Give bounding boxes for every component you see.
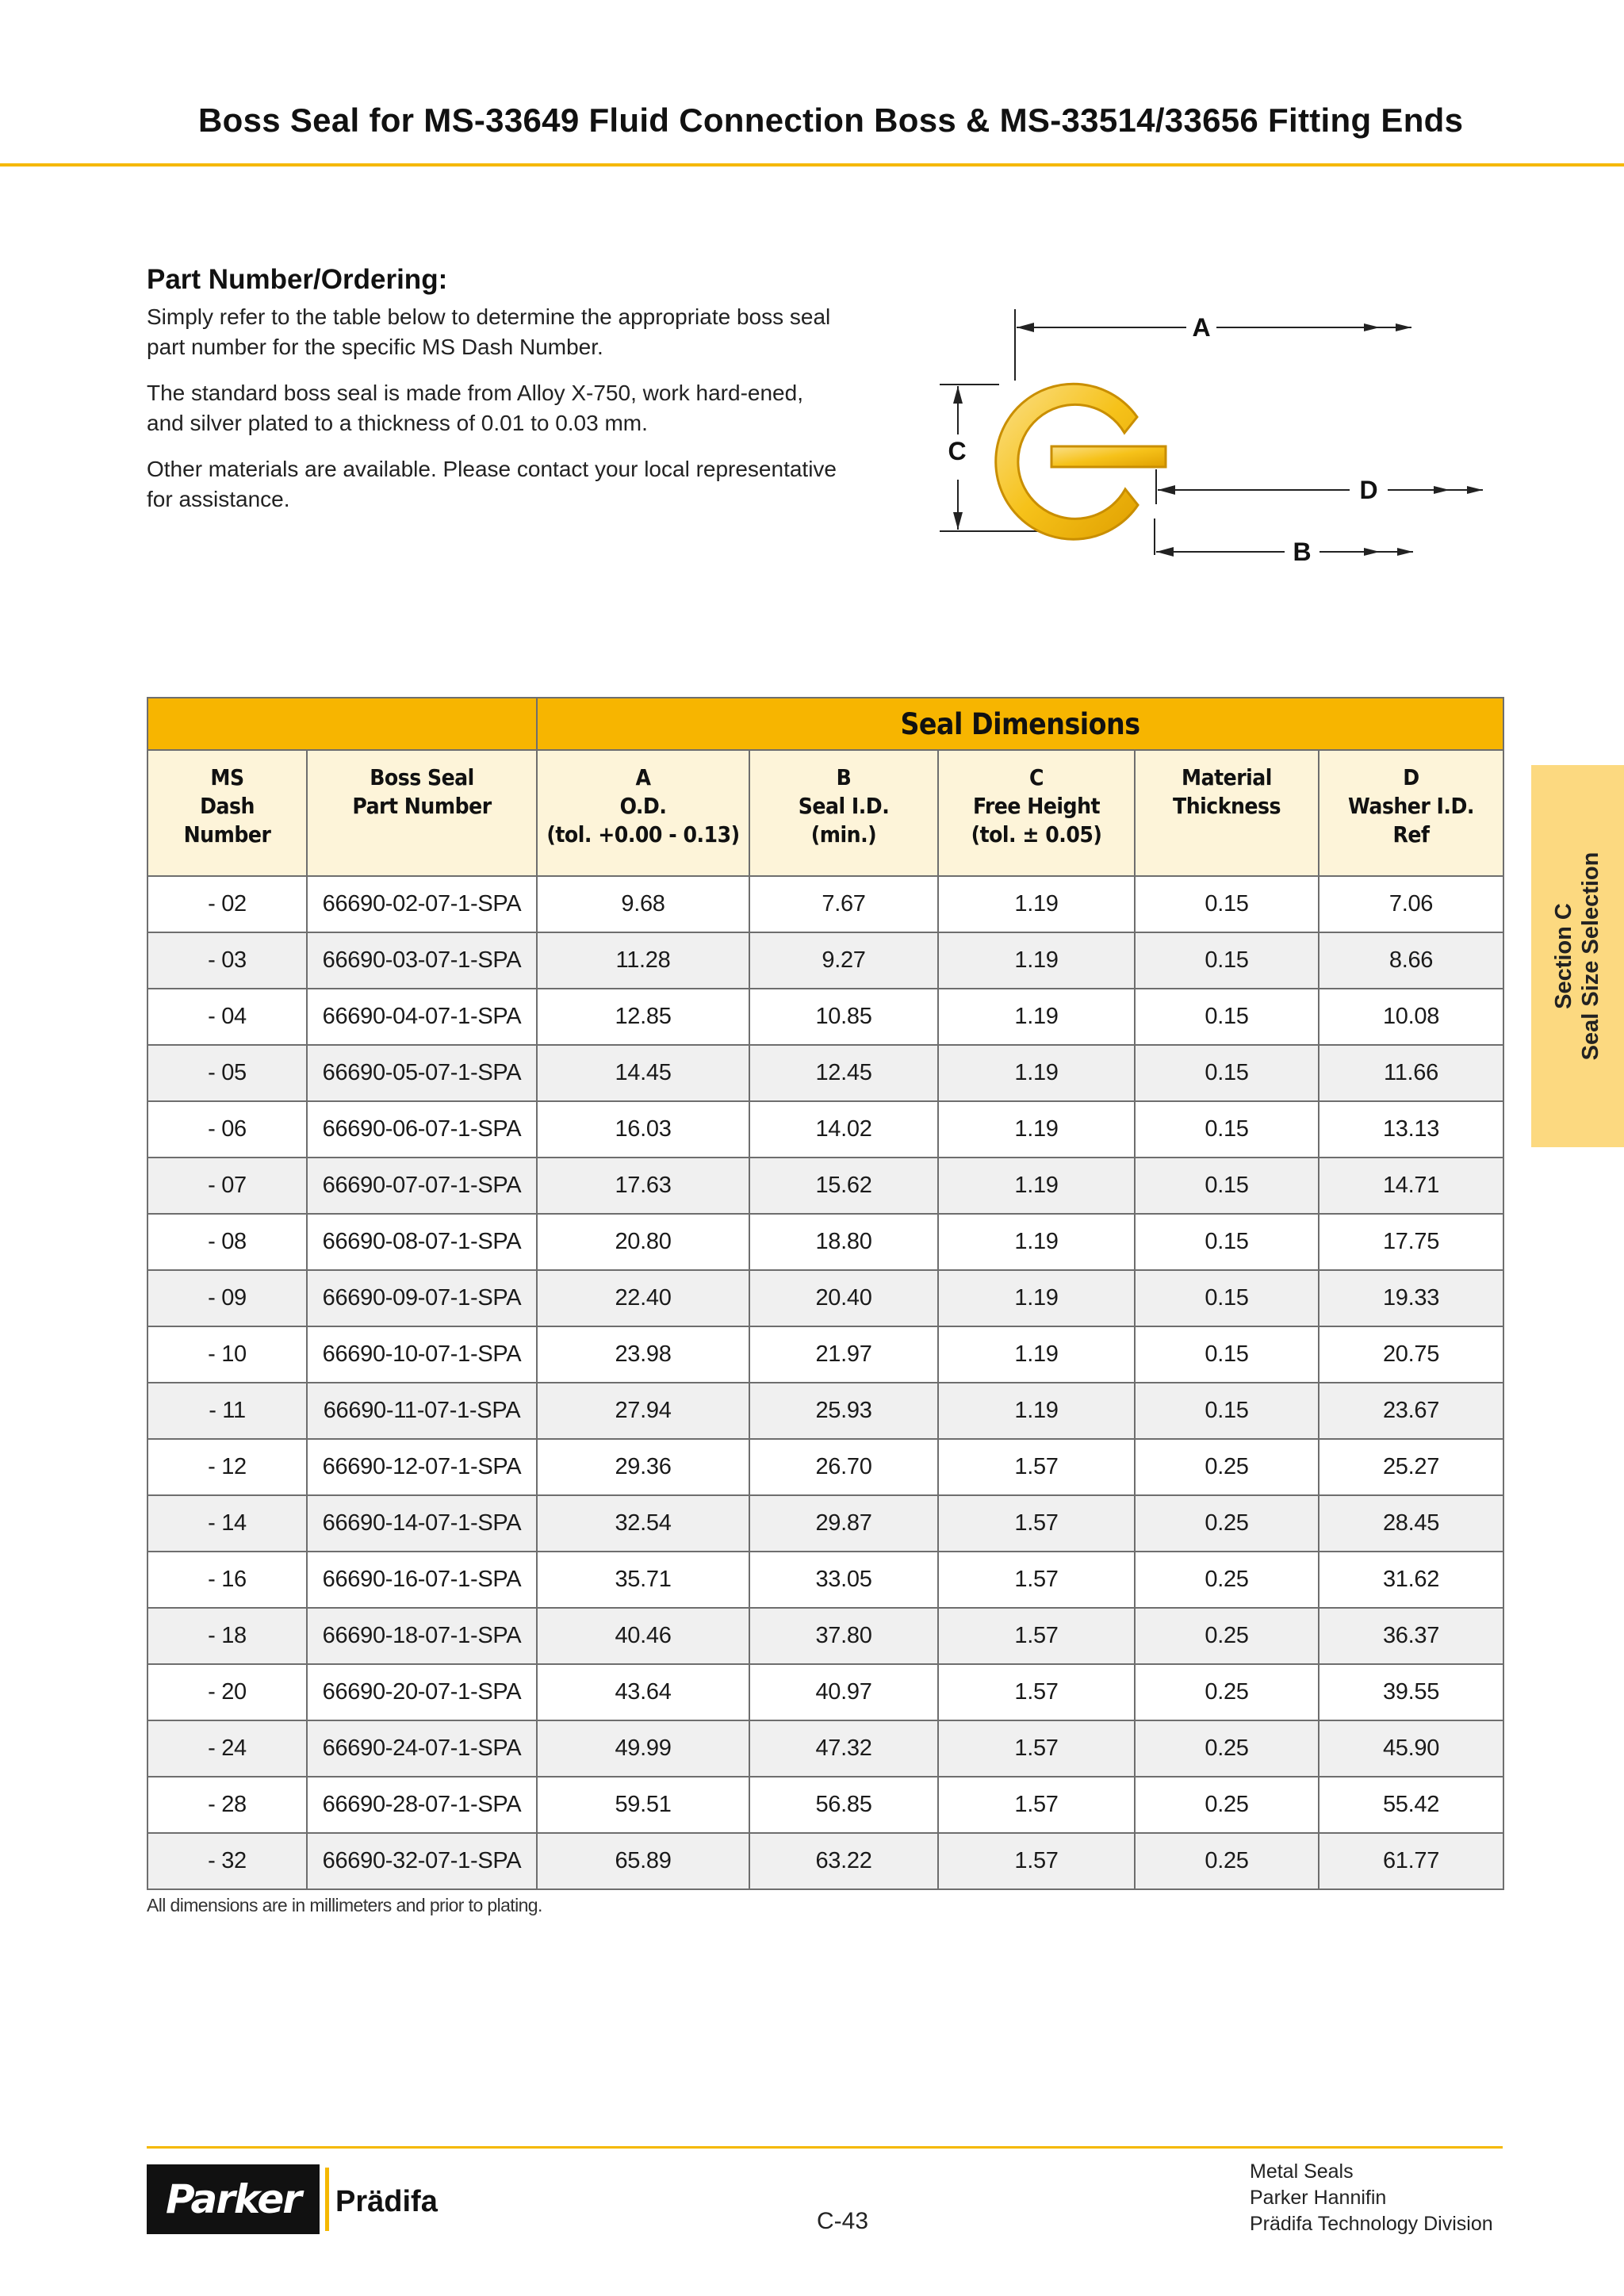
table-cell: 0.15 xyxy=(1135,1214,1319,1270)
table-cell: 23.98 xyxy=(537,1326,749,1383)
table-cell: 55.42 xyxy=(1319,1777,1503,1833)
division-line-3: Prädifa Technology Division xyxy=(1250,2213,1493,2235)
table-cell: - 06 xyxy=(147,1101,307,1158)
table-cell: 31.62 xyxy=(1319,1552,1503,1608)
table-cell: 1.19 xyxy=(938,1214,1135,1270)
table-cell: - 10 xyxy=(147,1326,307,1383)
table-cell: 66690-08-07-1-SPA xyxy=(307,1214,537,1270)
table-cell: - 11 xyxy=(147,1383,307,1439)
table-cell: 1.57 xyxy=(938,1495,1135,1552)
washer-icon xyxy=(1051,446,1166,467)
table-cell: 66690-20-07-1-SPA xyxy=(307,1664,537,1720)
table-row xyxy=(147,1720,1503,1777)
table-row xyxy=(147,1045,1503,1101)
table-cell: 29.87 xyxy=(749,1495,938,1552)
column-header-line: C xyxy=(1029,764,1044,790)
column-header-line: (tol. ± 0.05) xyxy=(971,821,1102,848)
table-row xyxy=(147,1608,1503,1664)
column-header-line: Thickness xyxy=(1173,793,1281,819)
ordering-section xyxy=(147,264,845,530)
table-cell: 21.97 xyxy=(749,1326,938,1383)
table-cell: 39.55 xyxy=(1319,1664,1503,1720)
table-cell: 40.46 xyxy=(537,1608,749,1664)
table-cell: - 28 xyxy=(147,1777,307,1833)
table-cell: 66690-10-07-1-SPA xyxy=(307,1326,537,1383)
table-cell: 0.25 xyxy=(1135,1664,1319,1720)
table-cell: 66690-04-07-1-SPA xyxy=(307,989,537,1045)
table-cell: 0.15 xyxy=(1135,1326,1319,1383)
table-cell: 0.25 xyxy=(1135,1495,1319,1552)
table-cell: 49.99 xyxy=(537,1720,749,1777)
table-cell: - 24 xyxy=(147,1720,307,1777)
table-cell: 7.67 xyxy=(749,876,938,932)
table-cell: 37.80 xyxy=(749,1608,938,1664)
table-cell: 65.89 xyxy=(537,1833,749,1889)
column-header-line: Material xyxy=(1182,764,1272,790)
table-cell: 0.15 xyxy=(1135,1270,1319,1326)
column-header xyxy=(147,750,307,876)
table-cell: 47.32 xyxy=(749,1720,938,1777)
table-cell: 23.67 xyxy=(1319,1383,1503,1439)
table-cell: 0.15 xyxy=(1135,1383,1319,1439)
division-info xyxy=(1250,2159,1493,2237)
table-cell: 17.75 xyxy=(1319,1214,1503,1270)
table-row xyxy=(147,876,1503,932)
table-cell: 15.62 xyxy=(749,1158,938,1214)
table-cell: - 09 xyxy=(147,1270,307,1326)
table-cell: 1.19 xyxy=(938,1101,1135,1158)
table-cell: 9.27 xyxy=(749,932,938,989)
table-cell: 0.15 xyxy=(1135,1045,1319,1101)
dimension-label-a: A xyxy=(1192,313,1211,342)
table-cell: 0.25 xyxy=(1135,1608,1319,1664)
table-cell: 0.15 xyxy=(1135,1158,1319,1214)
column-header xyxy=(938,750,1135,876)
table-cell: 18.80 xyxy=(749,1214,938,1270)
table-cell: 14.02 xyxy=(749,1101,938,1158)
table-cell: 12.85 xyxy=(537,989,749,1045)
seal-dimensions-group-header: Seal Dimensions xyxy=(537,698,1503,750)
table-cell: 1.19 xyxy=(938,1270,1135,1326)
table-cell: 11.66 xyxy=(1319,1045,1503,1101)
table-cell: 66690-24-07-1-SPA xyxy=(307,1720,537,1777)
table-cell: 66690-09-07-1-SPA xyxy=(307,1270,537,1326)
table-cell: 1.57 xyxy=(938,1552,1135,1608)
column-header-line: MS xyxy=(210,764,244,790)
table-cell: 1.57 xyxy=(938,1664,1135,1720)
column-header-line: A xyxy=(635,764,651,790)
table-cell: 16.03 xyxy=(537,1101,749,1158)
table-cell: 1.57 xyxy=(938,1608,1135,1664)
table-cell: - 03 xyxy=(147,932,307,989)
table-cell: 1.57 xyxy=(938,1833,1135,1889)
table-row xyxy=(147,1101,1503,1158)
column-header-line: (tol. +0.00 - 0.13) xyxy=(546,821,740,848)
table-cell: 19.33 xyxy=(1319,1270,1503,1326)
table-cell: 56.85 xyxy=(749,1777,938,1833)
table-cell: 1.57 xyxy=(938,1439,1135,1495)
table-cell: 1.19 xyxy=(938,989,1135,1045)
table-cell: 33.05 xyxy=(749,1552,938,1608)
column-header xyxy=(1135,750,1319,876)
table-cell: 26.70 xyxy=(749,1439,938,1495)
footer-rule xyxy=(147,2146,1503,2149)
column-header xyxy=(1319,750,1503,876)
table-cell: 66690-06-07-1-SPA xyxy=(307,1101,537,1158)
table-cell: 0.15 xyxy=(1135,1101,1319,1158)
table-row xyxy=(147,1383,1503,1439)
table-cell: - 14 xyxy=(147,1495,307,1552)
table-row xyxy=(147,1552,1503,1608)
table-cell: 27.94 xyxy=(537,1383,749,1439)
dimension-label-d: D xyxy=(1359,476,1378,504)
table-header-blank xyxy=(147,698,537,750)
table-row xyxy=(147,1270,1503,1326)
table-cell: 45.90 xyxy=(1319,1720,1503,1777)
table-cell: 0.25 xyxy=(1135,1777,1319,1833)
table-cell: 12.45 xyxy=(749,1045,938,1101)
column-header-line: Dash xyxy=(200,793,255,819)
table-cell: 66690-11-07-1-SPA xyxy=(307,1383,537,1439)
column-header-line: Seal I.D. xyxy=(798,793,890,819)
section-side-tab xyxy=(1531,765,1624,1147)
table-cell: 66690-16-07-1-SPA xyxy=(307,1552,537,1608)
ordering-paragraph-3: Other materials are available. Please contact your local representative for assistance. xyxy=(147,457,837,511)
table-cell: 22.40 xyxy=(537,1270,749,1326)
table-cell: 66690-02-07-1-SPA xyxy=(307,876,537,932)
table-cell: 0.15 xyxy=(1135,876,1319,932)
table-cell: - 02 xyxy=(147,876,307,932)
title-rule xyxy=(0,163,1624,166)
dimension-label-b: B xyxy=(1293,538,1312,566)
column-header-line: Washer I.D. xyxy=(1348,793,1474,819)
table-cell: 9.68 xyxy=(537,876,749,932)
table-cell: 66690-07-07-1-SPA xyxy=(307,1158,537,1214)
table-cell: 59.51 xyxy=(537,1777,749,1833)
table-cell: 25.93 xyxy=(749,1383,938,1439)
table-cell: 1.57 xyxy=(938,1720,1135,1777)
column-header xyxy=(307,750,537,876)
table-cell: 7.06 xyxy=(1319,876,1503,932)
table-cell: 14.45 xyxy=(537,1045,749,1101)
division-line-1: Metal Seals xyxy=(1250,2160,1354,2183)
seal-cross-section-diagram xyxy=(920,301,1507,571)
parker-pradifa-logo xyxy=(147,2164,438,2236)
table-body xyxy=(147,876,1503,1889)
table-cell: 20.80 xyxy=(537,1214,749,1270)
table-row xyxy=(147,1833,1503,1889)
table-row xyxy=(147,932,1503,989)
column-header xyxy=(537,750,749,876)
side-tab-line-1: Section C xyxy=(1551,903,1576,1009)
column-header-line: Part Number xyxy=(352,793,492,819)
table-cell: 0.15 xyxy=(1135,932,1319,989)
table-cell: 1.19 xyxy=(938,876,1135,932)
seal-dimensions-table xyxy=(147,697,1504,1890)
table-cell: 17.63 xyxy=(537,1158,749,1214)
table-cell: 63.22 xyxy=(749,1833,938,1889)
table-cell: 61.77 xyxy=(1319,1833,1503,1889)
column-header-line: (min.) xyxy=(810,821,877,848)
table-cell: 0.25 xyxy=(1135,1833,1319,1889)
table-cell: 35.71 xyxy=(537,1552,749,1608)
table-cell: 8.66 xyxy=(1319,932,1503,989)
table-cell: 25.27 xyxy=(1319,1439,1503,1495)
table-cell: 1.19 xyxy=(938,1045,1135,1101)
page-title: Boss Seal for MS-33649 Fluid Connection Boss & MS-33514/33656 Fitting Ends xyxy=(198,101,1464,139)
table-cell: 28.45 xyxy=(1319,1495,1503,1552)
ordering-heading: Part Number/Ordering: xyxy=(147,264,448,295)
table-cell: 1.19 xyxy=(938,1326,1135,1383)
table-cell: 32.54 xyxy=(537,1495,749,1552)
column-header-line: D xyxy=(1403,764,1419,790)
ordering-paragraph-1: Simply refer to the table below to determine the appropriate boss seal part number for the specific MS Dash Number. xyxy=(147,304,831,359)
table-cell: 20.75 xyxy=(1319,1326,1503,1383)
table-cell: 43.64 xyxy=(537,1664,749,1720)
parker-logo-mark: Parker xyxy=(147,2164,320,2234)
table-row xyxy=(147,1495,1503,1552)
footnote: All dimensions are in millimeters and prior to plating. xyxy=(147,1895,542,1915)
table-cell: 0.25 xyxy=(1135,1720,1319,1777)
table-cell: - 08 xyxy=(147,1214,307,1270)
table-cell: 40.97 xyxy=(749,1664,938,1720)
table-cell: - 07 xyxy=(147,1158,307,1214)
table-cell: - 16 xyxy=(147,1552,307,1608)
table-cell: 20.40 xyxy=(749,1270,938,1326)
table-cell: 66690-32-07-1-SPA xyxy=(307,1833,537,1889)
table-cell: - 32 xyxy=(147,1833,307,1889)
table-row xyxy=(147,1326,1503,1383)
table-row xyxy=(147,1439,1503,1495)
table-cell: 29.36 xyxy=(537,1439,749,1495)
table-cell: 1.19 xyxy=(938,1158,1135,1214)
table-cell: 14.71 xyxy=(1319,1158,1503,1214)
table-cell: - 18 xyxy=(147,1608,307,1664)
table-cell: 66690-28-07-1-SPA xyxy=(307,1777,537,1833)
dimension-label-c: C xyxy=(948,437,967,465)
column-header-row xyxy=(147,750,1503,876)
table-cell: 1.19 xyxy=(938,1383,1135,1439)
pradifa-logo-text: Prädifa xyxy=(335,2185,438,2218)
division-line-2: Parker Hannifin xyxy=(1250,2187,1387,2209)
table-cell: 10.85 xyxy=(749,989,938,1045)
table-cell: 36.37 xyxy=(1319,1608,1503,1664)
table-cell: - 12 xyxy=(147,1439,307,1495)
column-header-line: Boss Seal xyxy=(370,764,474,790)
table-cell: 0.25 xyxy=(1135,1552,1319,1608)
table-cell: - 04 xyxy=(147,989,307,1045)
table-cell: 66690-12-07-1-SPA xyxy=(307,1439,537,1495)
table-cell: 13.13 xyxy=(1319,1101,1503,1158)
table-cell: 1.57 xyxy=(938,1777,1135,1833)
table-cell: 66690-18-07-1-SPA xyxy=(307,1608,537,1664)
column-header-line: Free Height xyxy=(972,793,1101,819)
table-row xyxy=(147,989,1503,1045)
side-tab-line-2: Seal Size Selection xyxy=(1578,851,1603,1061)
table-cell: 66690-03-07-1-SPA xyxy=(307,932,537,989)
table-cell: 11.28 xyxy=(537,932,749,989)
table-cell: - 05 xyxy=(147,1045,307,1101)
table-row xyxy=(147,1158,1503,1214)
table-cell: 0.25 xyxy=(1135,1439,1319,1495)
page-number: C-43 xyxy=(817,2208,869,2234)
table-cell: 1.19 xyxy=(938,932,1135,989)
table-cell: 66690-14-07-1-SPA xyxy=(307,1495,537,1552)
column-header xyxy=(749,750,938,876)
table-cell: 0.15 xyxy=(1135,989,1319,1045)
column-header-line: Number xyxy=(183,821,271,848)
table-cell: 66690-05-07-1-SPA xyxy=(307,1045,537,1101)
table-row xyxy=(147,1214,1503,1270)
table-cell: - 20 xyxy=(147,1664,307,1720)
table-row xyxy=(147,1777,1503,1833)
column-header-line: B xyxy=(836,764,852,790)
table-row xyxy=(147,1664,1503,1720)
column-header-line: O.D. xyxy=(619,793,667,819)
column-header-line: Ref xyxy=(1392,821,1430,848)
table-cell: 10.08 xyxy=(1319,989,1503,1045)
ordering-paragraph-2: The standard boss seal is made from Alloy X-750, work hard-ened, and silver plated to a thickness of 0.01 to 0.03 mm. xyxy=(147,381,803,435)
